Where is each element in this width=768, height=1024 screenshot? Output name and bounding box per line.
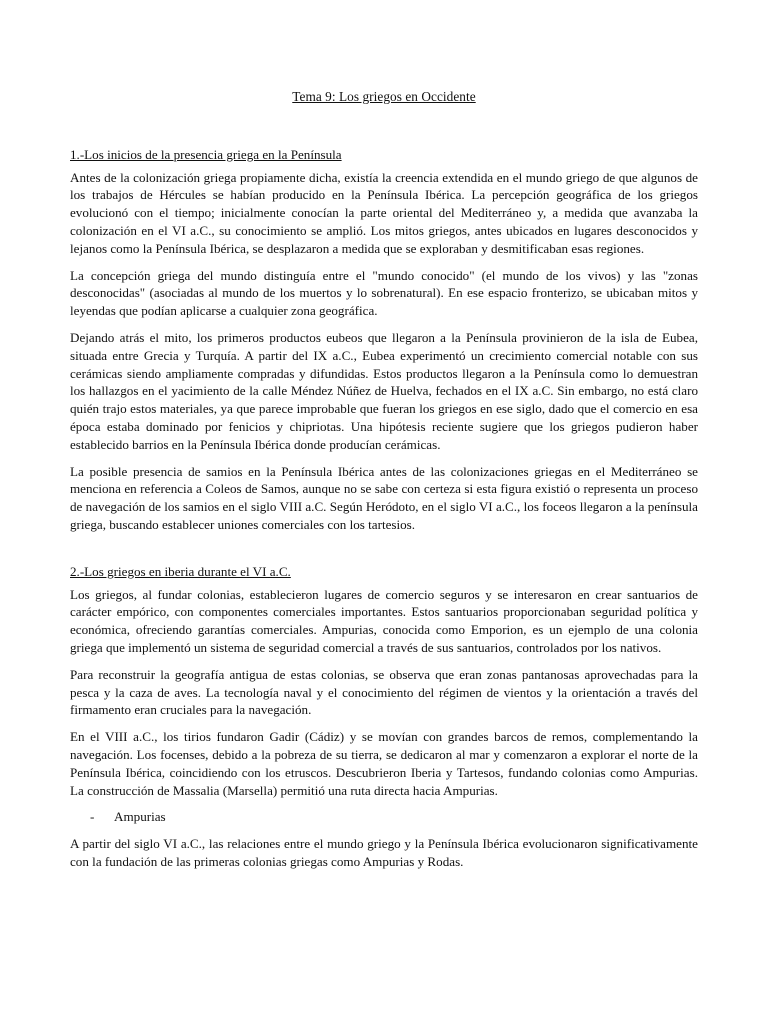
paragraph: La posible presencia de samios en la Península Ibérica antes de las colonizaciones griegas en el Mediterráneo se menciona en referencia a Coleos de Samos, aunque no se sabe con certeza si esta figura existió o representa un proceso de navegación de los samios en el siglo VIII a.C. Según Heródoto, en el siglo VI a.C., los foceos llegaron a la península griega, buscando establecer uniones comerciales con los tartesios. xyxy=(70,463,698,532)
bullet-item xyxy=(70,808,698,826)
paragraph: A partir del siglo VI a.C., las relaciones entre el mundo griego y la Península Ibérica evolucionaron significativamente con la fundación de las primeras colonias griegas como Ampurias y Rodas. xyxy=(70,836,698,869)
paragraph: Los griegos, al fundar colonias, establecieron lugares de comercio seguros y se interesaron en crear santuarios de carácter empórico, con componentes comerciales importantes. Estos santuarios proporcionaban seguridad política y económica, ofreciendo garantías comerciales. Ampurias, conocida como Emporion, es un ejemplo de una colonia griega que implementó un sistema de seguridad comercial a través de sus santuarios, controlados por los nativos. xyxy=(70,586,698,655)
bullet-text: Ampurias xyxy=(114,809,166,825)
section-heading: 1.-Los inicios de la presencia griega en la Península xyxy=(70,146,342,162)
document-page xyxy=(70,88,698,880)
paragraph: Para reconstruir la geografía antigua de estas colonias, se observa que eran zonas pantanosas aprovechadas para la pesca y la caza de aves. La tecnología naval y el conocimiento del régimen de vientos y la orientación a través del firmamento eran cruciales para la navegación. xyxy=(70,666,698,718)
section-1 xyxy=(70,146,698,534)
bullet-dash: - xyxy=(90,809,95,825)
section-spacer xyxy=(70,543,698,563)
paragraph: En el VIII a.C., los tirios fundaron Gadir (Cádiz) y se movían con grandes barcos de remos, complementando la navegación. Los focenses, debido a la pobreza de su tierra, se dedicaron al mar y comenzaron a explorar el norte de la Península Ibérica, coincidiendo con los etruscos. Descubrieron Iberia y Tartesos, fundando colonias como Ampurias. La construcción de Massalia (Marsella) permitió una ruta directa hacia Ampurias. xyxy=(70,729,698,798)
section-heading: 2.-Los griegos en iberia durante el VI a.C. xyxy=(70,563,291,579)
section-2 xyxy=(70,563,698,871)
document-title: Tema 9: Los griegos en Occidente xyxy=(292,89,476,104)
paragraph: Antes de la colonización griega propiamente dicha, existía la creencia extendida en el mundo griego de que algunos de los trabajos de Hércules se habían producido en la Península Ibérica. La percepción geográfica de los griegos evolucionó con el tiempo; inicialmente conocían la parte oriental del Mediterráneo y, a medida que avanzaba la colonización en el VI a.C., su conocimiento se amplió. Los mitos griegos, antes ubicados en lugares desconocidos y lejanos como la Península Ibérica, se desplazaron a medida que se exploraban y desmitificaban esas regiones. xyxy=(70,169,698,256)
paragraph: Dejando atrás el mito, los primeros productos eubeos que llegaron a la Península provinieron de la isla de Eubea, situada entre Grecia y Turquía. A partir del IX a.C., Eubea experimentó un crecimiento comercial notable con sus cerámicas siendo ampliamente compradas y difundidas. Estos productos llegaron a la Península como lo demuestran los hallazgos en el yacimiento de la calle Méndez Núñez de Huelva, fechados en el IX a.C. Sin embargo, no está claro quién trajo estos materiales, ya que parece improbable que fueran los griegos en ese siglo, dado que el comercio en esa época estaba dominado por fenicios y chipriotas. Una hipótesis reciente sugiere que los griegos pudieron haber establecido barrios en la Península Ibérica donde producían cerámicas. xyxy=(70,329,698,452)
paragraph: La concepción griega del mundo distinguía entre el "mundo conocido" (el mundo de los vivos) y las "zonas desconocidas" (asociadas al mundo de los muertos y lo sobrenatural). En ese espacio fronterizo, se ubicaban mitos y leyendas que podían aplicarse a cualquier zona geográfica. xyxy=(70,267,698,319)
